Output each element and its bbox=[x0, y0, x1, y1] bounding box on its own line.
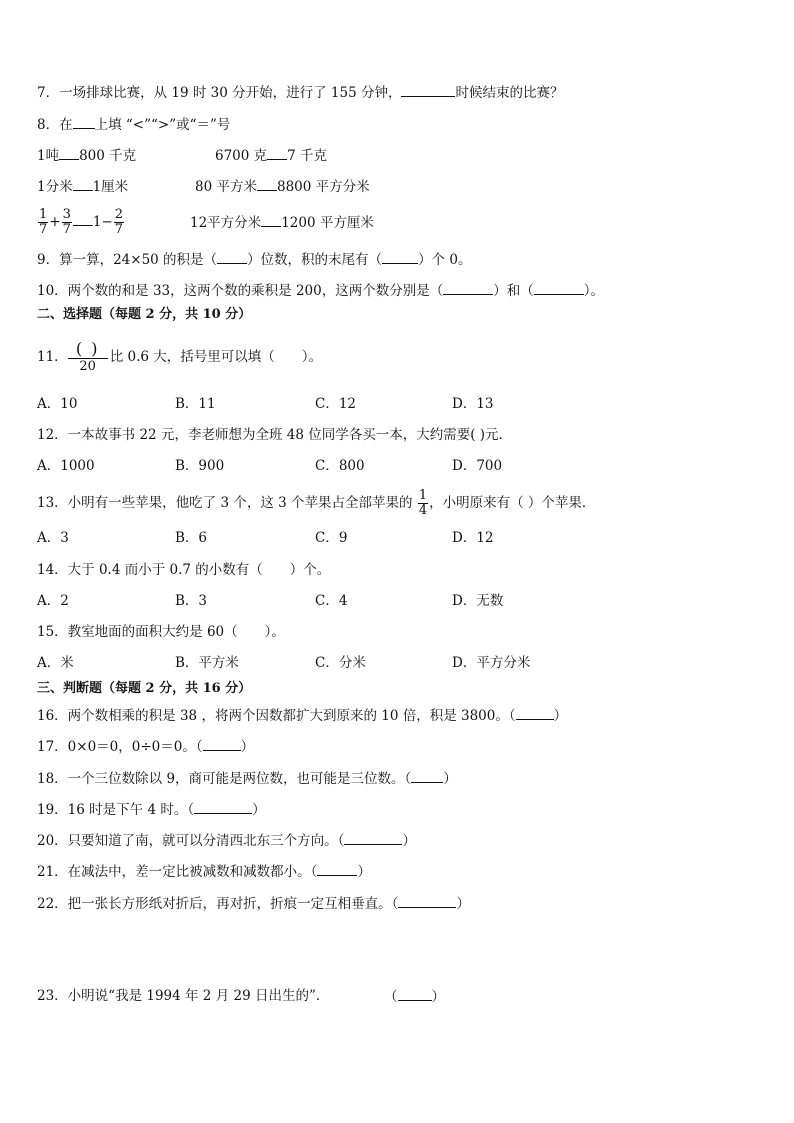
question-19-text-end: ） bbox=[252, 802, 266, 818]
compare-right: 7 千克 bbox=[287, 148, 328, 164]
fraction-numerator: 1 bbox=[39, 207, 48, 222]
question-15: 15．教室地面的面积大约是 60（ ）。 bbox=[37, 624, 285, 640]
answer-blank[interactable] bbox=[398, 894, 456, 908]
question-18 bbox=[37, 769, 457, 788]
question-12: 12．一本故事书 22 元，李老师想为全班 48 位同学各买一本，大约需要( )元． bbox=[37, 427, 513, 443]
option-b[interactable]: B．900 bbox=[175, 458, 225, 474]
fraction-numerator-blank[interactable]: ( ) bbox=[75, 339, 100, 358]
compare-left: 12平方分米 bbox=[190, 215, 262, 231]
question-17-text-end: ） bbox=[240, 739, 255, 755]
option-a[interactable]: A．1000 bbox=[37, 458, 95, 474]
answer-blank[interactable] bbox=[261, 213, 281, 227]
compare-row-2a bbox=[37, 177, 128, 196]
answer-blank[interactable] bbox=[59, 146, 79, 160]
compare-row-3a bbox=[37, 203, 125, 241]
question-8 bbox=[37, 115, 230, 134]
question-21-text: 21．在减法中，差一定比被减数和减数都小。（ bbox=[37, 864, 318, 880]
answer-blank[interactable] bbox=[257, 177, 277, 191]
option-d[interactable]: D．13 bbox=[452, 396, 494, 412]
option-a[interactable]: A．10 bbox=[37, 396, 78, 412]
compare-left: 1吨 bbox=[37, 148, 60, 164]
option-d[interactable]: D．无数 bbox=[452, 593, 504, 609]
question-8-text: 8．在 bbox=[37, 117, 73, 133]
answer-blank[interactable] bbox=[516, 706, 554, 720]
fraction-numerator: 2 bbox=[114, 207, 124, 222]
answer-blank[interactable] bbox=[267, 146, 287, 160]
fraction-denominator: 4 bbox=[418, 503, 428, 518]
question-13 bbox=[37, 484, 595, 522]
option-c[interactable]: C．12 bbox=[315, 396, 357, 412]
question-7-text-end: 时候结束的比赛？ bbox=[455, 85, 564, 101]
answer-blank[interactable] bbox=[398, 987, 432, 1001]
question-19 bbox=[37, 800, 266, 819]
fraction bbox=[62, 208, 72, 237]
fraction bbox=[38, 208, 48, 237]
question-17-text: 17．0×0＝0，0÷0＝0。（ bbox=[37, 739, 203, 755]
question-9 bbox=[37, 250, 471, 269]
question-22-text-end: ） bbox=[456, 896, 470, 912]
question-7 bbox=[37, 83, 563, 102]
compare-row-2b bbox=[195, 177, 370, 196]
minus-expression: 1− bbox=[92, 214, 113, 230]
question-14: 14．大于 0.4 而小于 0.7 的小数有（ ）个。 bbox=[37, 562, 331, 578]
answer-blank[interactable] bbox=[194, 800, 252, 814]
option-a[interactable]: A．2 bbox=[37, 593, 69, 609]
answer-blank[interactable] bbox=[73, 212, 93, 226]
option-d[interactable]: D．12 bbox=[452, 530, 494, 546]
answer-blank[interactable] bbox=[443, 281, 493, 295]
question-10-text-end: ）。 bbox=[583, 283, 604, 299]
answer-blank[interactable] bbox=[217, 250, 247, 264]
answer-blank[interactable] bbox=[73, 177, 93, 191]
question-13-text-end: ，小明原来有（ ）个苹果． bbox=[429, 495, 596, 511]
option-d[interactable]: D．平方分米 bbox=[452, 655, 531, 671]
question-9-text-mid: ）位数，积的末尾有（ bbox=[247, 252, 383, 268]
option-a[interactable]: A．米 bbox=[37, 655, 74, 671]
compare-row-1a bbox=[37, 146, 136, 165]
question-8-text-end: 上填 “<”“>”或“＝”号 bbox=[94, 117, 231, 133]
answer-blank[interactable] bbox=[317, 862, 357, 876]
question-10-text-mid: ）和（ bbox=[493, 283, 534, 299]
question-22 bbox=[37, 894, 470, 913]
answer-blank[interactable] bbox=[401, 83, 455, 97]
option-a[interactable]: A．3 bbox=[37, 530, 69, 546]
plus-sign: + bbox=[49, 214, 61, 230]
compare-right: 1厘米 bbox=[92, 179, 129, 195]
question-11 bbox=[37, 337, 322, 377]
fraction-denominator: 7 bbox=[62, 222, 71, 237]
question-10-text: 10．两个数的和是 33，这两个数的乘积是 200，这两个数分别是（ bbox=[37, 283, 444, 299]
question-number: 11． bbox=[37, 349, 68, 365]
question-23-text: 23．小明说“我是 1994 年 2 月 29 日出生的”． bbox=[37, 988, 330, 1004]
fraction bbox=[114, 208, 124, 237]
question-19-text: 19．16 时是下午 4 时。（ bbox=[37, 802, 195, 818]
compare-right: 1200 平方厘米 bbox=[281, 215, 374, 231]
fraction-denominator: 7 bbox=[39, 222, 48, 237]
section-heading-judgement: 三、判断题（每题 2 分，共 16 分） bbox=[37, 681, 252, 696]
question-16-text-end: ） bbox=[553, 708, 568, 724]
option-b[interactable]: B．11 bbox=[175, 396, 216, 412]
question-10 bbox=[37, 281, 604, 300]
compare-row-1b bbox=[215, 146, 327, 165]
question-23 bbox=[37, 987, 329, 1005]
answer-blank[interactable] bbox=[344, 831, 402, 845]
compare-left: 6700 克 bbox=[215, 148, 268, 164]
fraction-blank[interactable] bbox=[68, 340, 108, 375]
fraction-denominator: 20 bbox=[79, 359, 96, 374]
answer-blank[interactable] bbox=[203, 737, 241, 751]
question-18-text-end: ） bbox=[443, 771, 457, 787]
option-c[interactable]: C．4 bbox=[315, 593, 348, 609]
answer-blank[interactable] bbox=[73, 115, 95, 129]
question-16 bbox=[37, 706, 567, 725]
paren-close: ） bbox=[431, 989, 445, 1005]
question-16-text: 16．两个数相乘的积是 38 ，将两个因数都扩大到原来的 10 倍，积是 3800。（ bbox=[37, 708, 516, 724]
question-20-text-end: ） bbox=[402, 833, 416, 849]
answer-blank[interactable] bbox=[382, 250, 418, 264]
fraction-numerator: 3 bbox=[62, 207, 71, 222]
question-23-answer bbox=[384, 987, 445, 1006]
answer-blank[interactable] bbox=[534, 281, 584, 295]
option-d[interactable]: D．700 bbox=[452, 458, 503, 474]
question-13-text: 13．小明有一些苹果，他吃了 3 个，这 3 个苹果占全部苹果的 bbox=[37, 495, 413, 511]
question-7-text: 7．一场排球比赛，从 19 时 30 分开始，进行了 155 分钟， bbox=[37, 85, 402, 101]
fraction bbox=[418, 489, 428, 518]
question-9-text-end: ）个 0。 bbox=[418, 252, 472, 268]
fraction-numerator: 1 bbox=[418, 488, 428, 503]
fraction-denominator: 7 bbox=[114, 222, 124, 237]
answer-blank[interactable] bbox=[411, 769, 443, 783]
option-c[interactable]: C．分米 bbox=[315, 655, 366, 671]
compare-row-3b bbox=[190, 213, 374, 232]
option-c[interactable]: C．9 bbox=[315, 530, 348, 546]
compare-left: 80 平方米 bbox=[195, 179, 257, 195]
question-11-text: 比 0.6 大，括号里可以填（ ）。 bbox=[109, 349, 322, 365]
question-9-text: 9．算一算，24×50 的积是（ bbox=[37, 252, 218, 268]
question-21-text-end: ） bbox=[357, 864, 371, 880]
question-20-text: 20．只要知道了南，就可以分清西北东三个方向。（ bbox=[37, 833, 345, 849]
compare-right: 800 千克 bbox=[79, 148, 137, 164]
question-17 bbox=[37, 737, 254, 756]
question-22-text: 22．把一张长方形纸对折后，再对折，折痕一定互相垂直。（ bbox=[37, 896, 399, 912]
question-20 bbox=[37, 831, 416, 850]
question-18-text: 18．一个三位数除以 9，商可能是两位数，也可能是三位数。（ bbox=[37, 771, 412, 787]
option-b[interactable]: B．6 bbox=[175, 530, 208, 546]
paren-open: （ bbox=[384, 989, 398, 1005]
option-c[interactable]: C．800 bbox=[315, 458, 365, 474]
option-b[interactable]: B．3 bbox=[175, 593, 208, 609]
section-heading-choice: 二、选择题（每题 2 分，共 10 分） bbox=[37, 307, 252, 322]
compare-right: 8800 平方分米 bbox=[276, 179, 370, 195]
question-21 bbox=[37, 862, 371, 881]
compare-left: 1分米 bbox=[37, 179, 73, 195]
option-b[interactable]: B．平方米 bbox=[175, 655, 239, 671]
